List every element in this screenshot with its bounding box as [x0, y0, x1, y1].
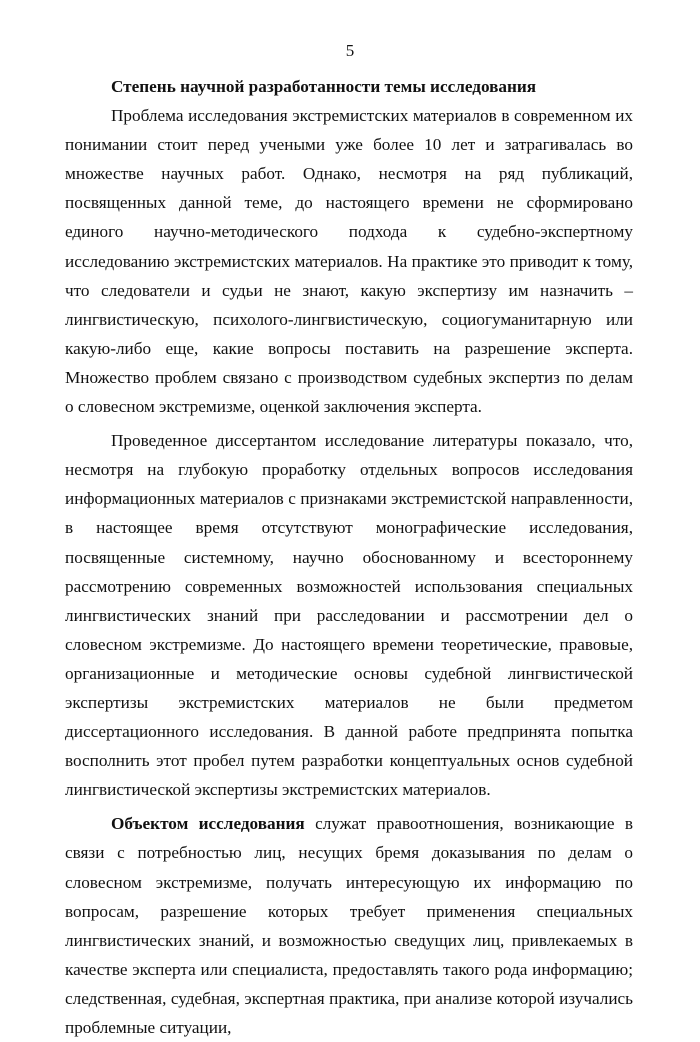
document-body	[65, 72, 633, 1042]
research-object-label: Объектом исследования	[111, 814, 305, 834]
page-number: 5	[345, 41, 355, 60]
paragraph-research-problem: Проблема исследования экстремистских материалов в современном их понимании стоит перед учеными уже более 10 лет и затрагивалась во множестве научных работ. Однако, несмотря на ряд публикаций, посвященных данной теме, до настоящего времени не сформировано единого научно-методического подхода к судебно-экспертному исследованию экстремистских материалов. На практике это приводит к тому, что следователи и судьи не знают, какую экспертизу им назначить – лингвистическую, психолого-лингвистическую, социогуманитарную или какую-либо еще, какие вопросы поставить на разрешение эксперта. Множество проблем связано с производством судебных экспертиз по делам о словесном экстремизме, оценкой заключения эксперта.	[65, 106, 633, 417]
paragraph-research-object	[65, 809, 633, 1042]
research-object-text: служат правоотношения, возникающие в связи с потребностью лиц, несущих бремя доказывания по делам о словесном экстремизме, получать интересующую их информацию по вопросам, разрешение которых требует применения специальных лингвистических знаний, и возможностью сведущих лиц, привлекаемых в качестве эксперта или специалиста, предоставлять такого рода информацию; следственная, судебная, экспертная практика, при анализе которой изучались проблемные ситуации,	[65, 814, 633, 1037]
paragraph-literature-review: Проведенное диссертантом исследование литературы показало, что, несмотря на глубокую проработку отдельных вопросов исследования информационных материалов с признаками экстремистской направленности, в настоящее время отсутствуют монографические исследования, посвященные системному, научно обоснованному и всестороннему рассмотрению современных возможностей использования специальных лингвистических знаний при расследовании и рассмотрении дел о словесном экстремизме. До настоящего времени теоретические, правовые, организационные и методические основы судебной лингвистической экспертизы экстремистских материалов не были предметом диссертационного исследования. В данной работе предпринята попытка восполнить этот пробел путем разработки концептуальных основ судебной лингвистической экспертизы экстремистских материалов.	[65, 431, 633, 800]
section-heading: Степень научной разработанности темы исследования	[111, 77, 537, 96]
